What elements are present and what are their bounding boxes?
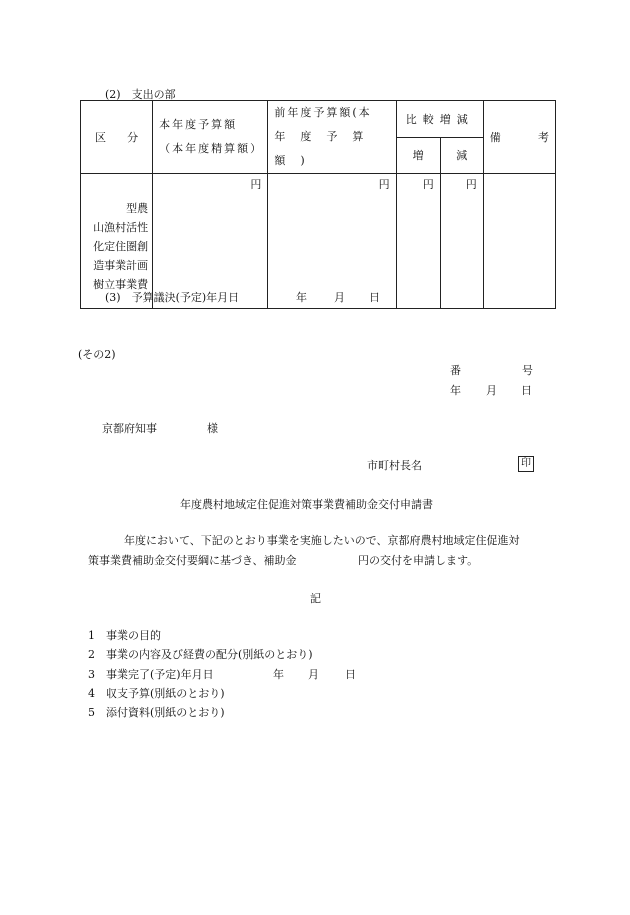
- header-current-budget-line2: （本年度精算額）: [159, 142, 264, 155]
- item3-month: 月: [308, 668, 319, 681]
- section-3-label: (3) 予算議決(予定)年月日: [105, 291, 240, 304]
- body-line-1: 年度において、下記のとおり事業を実施したいので、京都府農村地域定住促進対: [124, 534, 520, 547]
- date-year: 年: [450, 384, 461, 397]
- header-previous-budget: [268, 101, 396, 174]
- header-remarks-a: 備: [489, 131, 501, 144]
- sono2-label: (その2): [78, 348, 116, 361]
- header-remarks-b: 考: [538, 131, 549, 144]
- list-item: 4 収支予算(別紙のとおり): [88, 687, 225, 700]
- header-comparison: 比較増減: [396, 101, 483, 138]
- list-item: 5 添付資料(別紙のとおり): [88, 706, 225, 719]
- header-current-budget: [153, 101, 268, 174]
- item-line: 造事業計画: [93, 259, 149, 272]
- decrease-cell: 円: [440, 174, 483, 309]
- body-line-2b: 円の交付を申請します。: [358, 554, 479, 567]
- item3-year: 年: [273, 668, 284, 681]
- body-line-2a: 策事業費補助金交付要綱に基づき、補助金: [88, 554, 297, 567]
- header-previous-budget-line2: 年 度 予 算 額 ): [274, 130, 379, 167]
- section-3-month: 月: [334, 291, 345, 304]
- item3-day: 日: [345, 668, 356, 681]
- previous-budget-cell: 円: [268, 174, 396, 309]
- section-3-day: 日: [369, 291, 380, 304]
- section-3-year: 年: [296, 291, 307, 304]
- header-kubun: [81, 101, 153, 174]
- date-month: 月: [486, 384, 497, 397]
- number-suffix: 号: [522, 364, 533, 377]
- number-label: 番: [450, 364, 461, 377]
- list-item: 3 事業完了(予定)年月日: [88, 668, 214, 681]
- remarks-cell: [483, 174, 555, 309]
- header-kubun-a: 区: [95, 131, 106, 144]
- seal-mark: 印: [518, 456, 534, 472]
- addressee-honorific: 様: [207, 422, 218, 435]
- header-previous-budget-line1: 前年度予算額(本: [274, 106, 372, 119]
- header-remarks: [483, 101, 555, 174]
- increase-cell: 円: [396, 174, 440, 309]
- list-item: 2 事業の内容及び経費の配分(別紙のとおり): [88, 648, 313, 661]
- ki-label: 記: [310, 592, 321, 605]
- expenditure-table: [80, 100, 556, 309]
- document-title: 年度農村地域定住促進対策事業費補助金交付申請書: [180, 498, 433, 511]
- section-2-label: (2) 支出の部: [105, 88, 176, 101]
- header-kubun-b: 分: [127, 131, 139, 144]
- sender-title: 市町村長名: [367, 459, 422, 472]
- list-item: 1 事業の目的: [88, 629, 161, 642]
- header-decrease: 減: [440, 137, 483, 174]
- header-increase: 増: [396, 137, 440, 174]
- item-line: 山漁村活性: [93, 221, 149, 234]
- addressee-name: 京都府知事: [102, 422, 157, 435]
- header-current-budget-line1: 本年度予算額: [159, 118, 238, 131]
- item-line: 化定住圏創: [93, 240, 149, 253]
- item-line: 型農: [126, 202, 149, 215]
- item-line: 樹立事業費: [93, 278, 149, 291]
- current-budget-cell: 円: [153, 174, 268, 309]
- date-day: 日: [521, 384, 532, 397]
